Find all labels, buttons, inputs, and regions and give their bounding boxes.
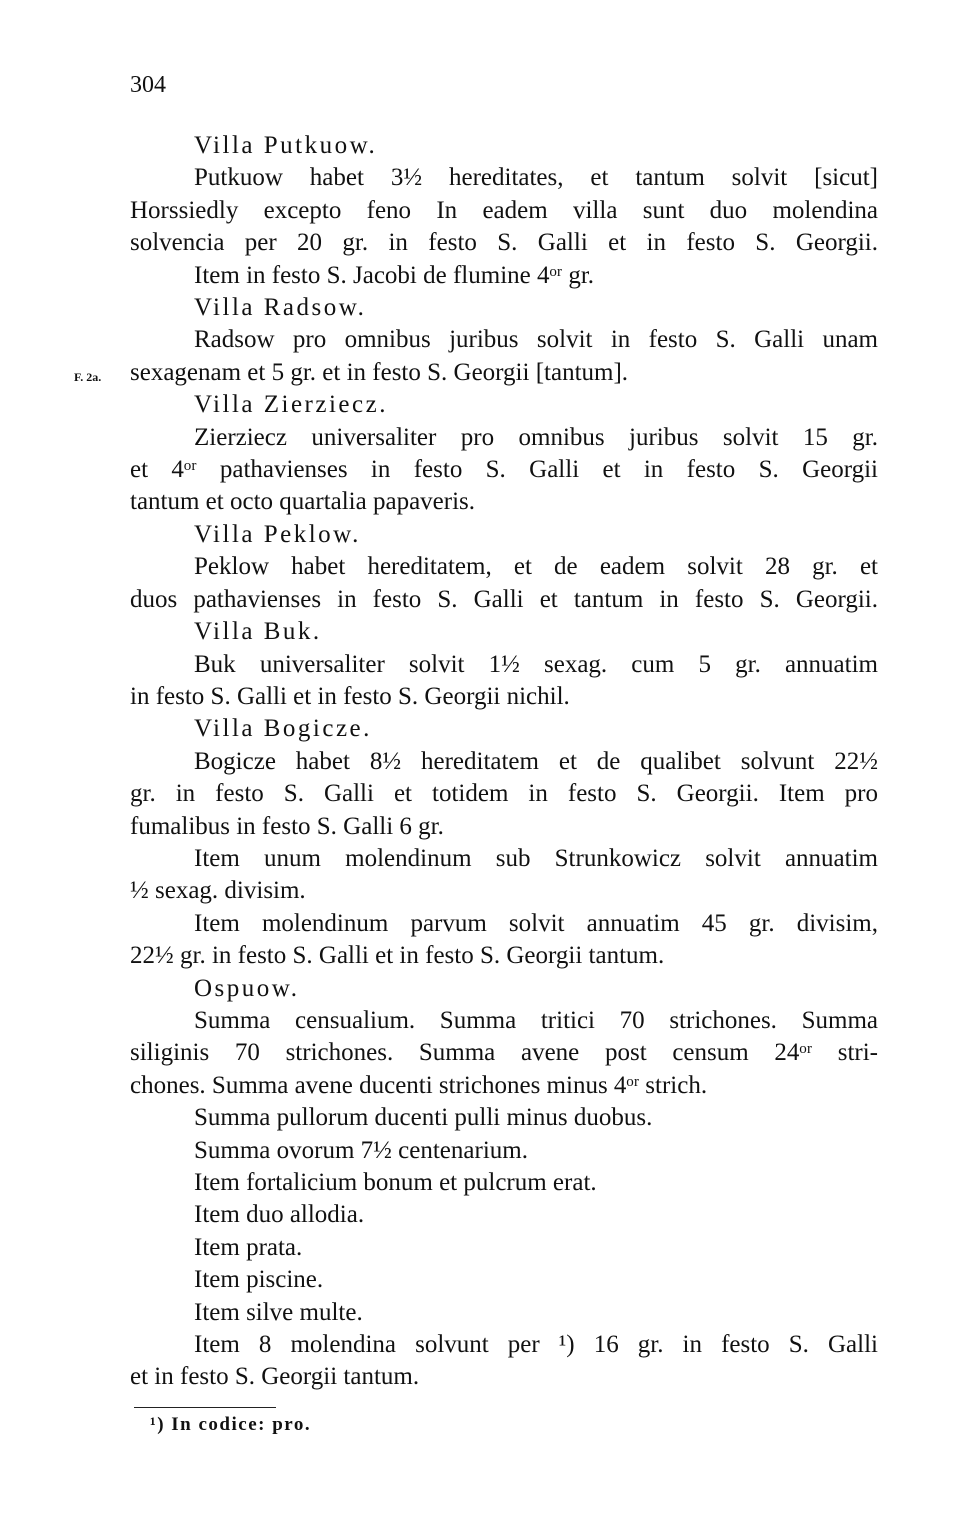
text-line: fumalibus in festo S. Galli 6 gr. — [130, 812, 444, 840]
section-heading: Villa Peklow. — [194, 520, 361, 548]
text-line: chones. Summa avene ducenti strichones minus 4ᵒʳ strich. — [130, 1071, 708, 1099]
text-line: duos pathavienses in festo S. Galli et tantum in festo S. Georgii. — [130, 585, 878, 613]
footnote-rule — [134, 1407, 276, 1408]
footnote: ¹) In codice: pro. — [150, 1414, 312, 1435]
body-text — [130, 130, 878, 1394]
text-line: Item fortalicium bonum et pulcrum erat. — [194, 1169, 597, 1196]
text-line: tantum et octo quartalia papaveris. — [130, 488, 476, 516]
text-line: Summa pullorum ducenti pulli minus duobus. — [194, 1104, 653, 1132]
section-heading: Villa Zierziecz. — [194, 391, 388, 419]
text-line: sexagenam et 5 gr. et in festo S. Georgii [tantum]. — [130, 358, 629, 386]
text-line: Radsow pro omnibus juribus solvit in festo S. Galli unam — [194, 326, 878, 354]
text-line: Summa ovorum 7½ centenarium. — [194, 1136, 528, 1164]
text-line: Item molendinum parvum solvit annuatim 45 gr. divisim, — [194, 909, 878, 937]
text-line: Item prata. — [194, 1233, 303, 1261]
text-line: Item silve multe. — [194, 1298, 363, 1326]
margin-note: F. 2a. — [74, 370, 102, 384]
text-line: Peklow habet hereditatem, et de eadem solvit 28 gr. et — [194, 553, 878, 581]
text-line: Summa censualium. Summa tritici 70 strichones. Summa — [194, 1006, 878, 1034]
text-line: Item in festo S. Jacobi de flumine 4ᵒʳ gr. — [194, 261, 595, 289]
text-line: Horssiedly excepto feno In eadem villa sunt duo molendina — [130, 196, 878, 224]
text-line: Item unum molendinum sub Strunkowicz solvit annuatim — [194, 844, 878, 872]
text-line: gr. in festo S. Galli et totidem in festo S. Georgii. Item pro — [130, 780, 878, 808]
section-heading: Villa Putkuow. — [194, 132, 378, 159]
text-line: et 4ᵒʳ pathavienses in festo S. Galli et in festo S. Georgii — [130, 456, 878, 484]
text-line: Putkuow habet 3½ hereditates, et tantum solvit [sicut] — [194, 164, 878, 192]
section-heading: Villa Buk. — [194, 618, 322, 646]
text-line: ½ sexag. divisim. — [130, 877, 306, 905]
text-line: Item 8 molendina solvunt per ¹) 16 gr. in festo S. Galli — [194, 1331, 878, 1359]
text-line: 22½ gr. in festo S. Galli et in festo S. Georgii tantum. — [130, 942, 665, 970]
section-heading: Villa Radsow. — [194, 294, 367, 322]
page-number: 304 — [130, 72, 166, 98]
text-line: siliginis 70 strichones. Summa avene post censum 24ᵒʳ stri- — [130, 1039, 878, 1067]
section-heading: Villa Bogicze. — [194, 715, 372, 743]
text-line: in festo S. Galli et in festo S. Georgii nichil. — [130, 682, 570, 710]
text-line: Item piscine. — [194, 1266, 324, 1294]
section-heading: Ospuow. — [194, 974, 300, 1002]
text-line: Zierziecz universaliter pro omnibus juribus solvit 15 gr. — [194, 423, 878, 451]
text-line: solvencia per 20 gr. in festo S. Galli et in festo S. Georgii. — [130, 229, 878, 257]
text-line: Item duo allodia. — [194, 1201, 365, 1229]
text-line: et in festo S. Georgii tantum. — [130, 1363, 420, 1391]
text-line: Bogicze habet 8½ hereditatem et de qualibet solvunt 22½ — [194, 747, 878, 775]
text-line: Buk universaliter solvit 1½ sexag. cum 5 gr. annuatim — [194, 650, 878, 678]
